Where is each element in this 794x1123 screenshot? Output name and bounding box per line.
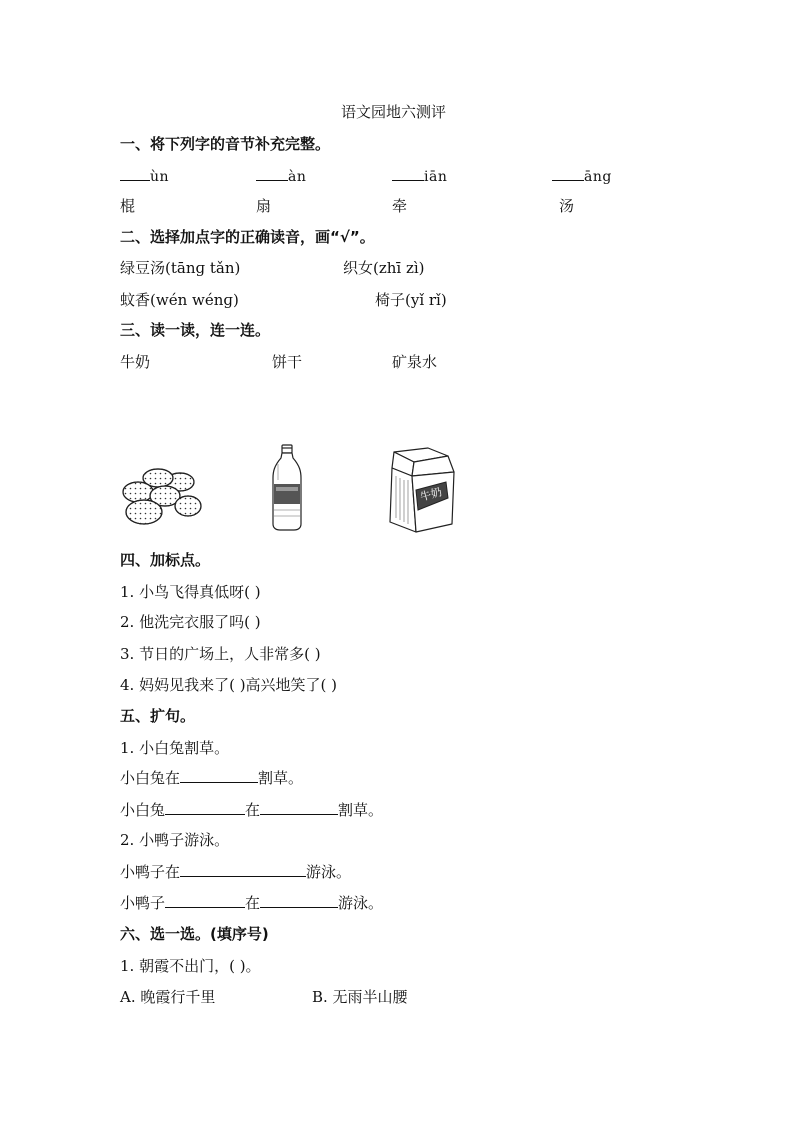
section-5-heading: 五、扩句。 [120,707,196,725]
answer-blank[interactable] [392,166,424,181]
reading-choice-1[interactable]: 绿豆汤(tānɡ tǎn) [120,259,241,277]
water-bottle-icon[interactable] [270,444,304,532]
answer-blank[interactable] [552,166,584,181]
pinyin-item-4: āng [552,166,612,187]
page-title: 语文园地六测评 [341,103,447,121]
punct-item-2[interactable]: 2. 他洗完衣服了吗( ) [120,613,261,631]
punct-item-4[interactable]: 4. 妈妈见我来了( )高兴地笑了( ) [120,676,338,694]
section-3-heading: 三、读一读，连一连。 [120,321,271,339]
answer-blank[interactable] [165,800,245,815]
pinyin-item-1: ùn [120,166,169,187]
char-3: 牵 [392,197,408,215]
expand-q1: 1. 小白兔割草。 [120,739,230,757]
match-word-biscuit[interactable]: 饼干 [272,353,303,371]
char-4: 汤 [559,197,575,215]
option-a[interactable]: A. 晚霞行千里 [120,988,216,1006]
expand-q2: 2. 小鸭子游泳。 [120,831,230,849]
match-word-milk[interactable]: 牛奶 [120,353,151,371]
choice-q1[interactable]: 1. 朝霞不出门，( )。 [120,957,261,975]
answer-blank[interactable] [260,800,338,815]
char-2: 扇 [256,197,272,215]
section-1-heading: 一、将下列字的音节补充完整。 [120,135,331,153]
answer-blank[interactable] [180,862,306,877]
reading-choice-3[interactable]: 蚊香(wén wénɡ) [120,291,239,309]
expand-q1-line-a: 小白兔在 割草。 [120,769,304,787]
answer-blank[interactable] [180,768,258,783]
section-4-heading: 四、加标点。 [120,551,211,569]
expand-q2-line-b: 小鸭子 在 游泳。 [120,894,384,912]
match-word-water[interactable]: 矿泉水 [392,353,438,371]
milk-carton-label: 牛奶 [418,485,444,504]
expand-q2-line-a: 小鸭子在 游泳。 [120,863,352,881]
punct-item-1[interactable]: 1. 小鸟飞得真低呀( ) [120,583,261,601]
pinyin-item-2: àn [256,166,306,187]
section-2-heading: 二、选择加点字的正确读音，画“√”。 [120,228,375,246]
char-1: 棍 [120,197,136,215]
reading-choice-4[interactable]: 椅子(yǐ rǐ) [375,291,447,309]
biscuits-icon[interactable] [118,466,204,528]
pinyin-item-3: iān [392,166,447,187]
answer-blank[interactable] [260,893,338,908]
option-b[interactable]: B. 无雨半山腰 [312,988,408,1006]
expand-q1-line-b: 小白兔 在 割草。 [120,801,384,819]
punct-item-3[interactable]: 3. 节日的广场上，人非常多( ) [120,645,321,663]
section-6-heading: 六、选一选。(填序号) [120,925,269,943]
milk-carton-icon[interactable] [386,446,458,534]
answer-blank[interactable] [120,166,150,181]
answer-blank[interactable] [165,893,245,908]
answer-blank[interactable] [256,166,288,181]
reading-choice-2[interactable]: 织女(zhī zì) [343,259,425,277]
